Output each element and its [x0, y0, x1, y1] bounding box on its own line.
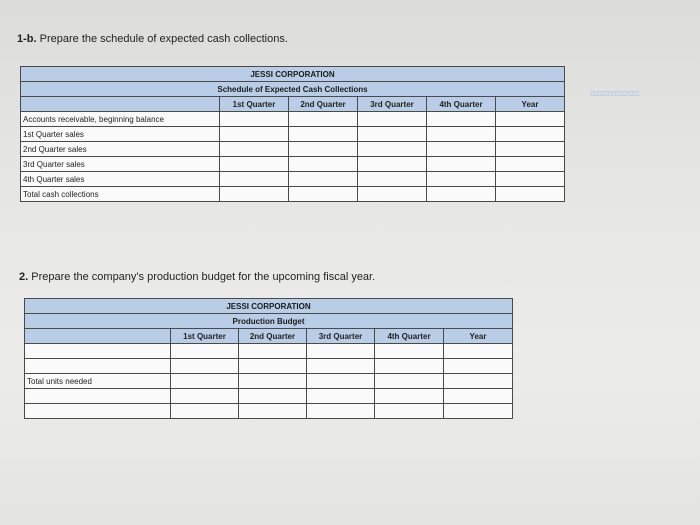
input-cell[interactable] [427, 187, 496, 202]
row-label: 2nd Quarter sales [21, 142, 220, 157]
company-name: JESSI CORPORATION [21, 67, 565, 82]
section1-heading [17, 33, 288, 45]
col-header-q4: 4th Quarter [375, 329, 444, 344]
cash-collections-table [20, 66, 565, 202]
input-cell[interactable] [239, 359, 307, 374]
margin-scribble: cccccccccccccc [590, 88, 639, 98]
input-cell[interactable] [220, 187, 289, 202]
input-cell[interactable] [289, 172, 358, 187]
input-cell[interactable] [496, 127, 565, 142]
input-cell[interactable] [220, 157, 289, 172]
header-corner [25, 329, 171, 344]
input-cell[interactable] [220, 172, 289, 187]
input-cell[interactable] [496, 172, 565, 187]
input-cell[interactable] [171, 374, 239, 389]
input-cell[interactable] [307, 389, 375, 404]
input-cell[interactable] [444, 404, 513, 419]
col-header-q1: 1st Quarter [171, 329, 239, 344]
header-corner [21, 97, 220, 112]
col-header-q1: 1st Quarter [220, 97, 289, 112]
input-cell[interactable] [289, 112, 358, 127]
section1-number: 1-b. [17, 33, 37, 45]
input-cell[interactable] [375, 344, 444, 359]
input-cell[interactable] [289, 127, 358, 142]
col-header-q4: 4th Quarter [427, 97, 496, 112]
input-cell[interactable] [289, 142, 358, 157]
input-cell[interactable] [171, 359, 239, 374]
row-label-input[interactable] [25, 344, 171, 359]
input-cell[interactable] [239, 404, 307, 419]
input-cell[interactable] [239, 389, 307, 404]
input-cell[interactable] [220, 112, 289, 127]
input-cell[interactable] [375, 389, 444, 404]
input-cell[interactable] [358, 187, 427, 202]
section1-instruction: Prepare the schedule of expected cash collections. [39, 33, 288, 45]
input-cell[interactable] [220, 142, 289, 157]
row-label: 4th Quarter sales [21, 172, 220, 187]
input-cell[interactable] [358, 112, 427, 127]
input-cell[interactable] [358, 127, 427, 142]
input-cell[interactable] [496, 157, 565, 172]
input-cell[interactable] [220, 127, 289, 142]
row-label-input[interactable] [25, 389, 171, 404]
row-label-input[interactable] [25, 404, 171, 419]
input-cell[interactable] [375, 404, 444, 419]
row-label: 1st Quarter sales [21, 127, 220, 142]
input-cell[interactable] [171, 389, 239, 404]
input-cell[interactable] [358, 172, 427, 187]
section2-number: 2. [19, 271, 29, 283]
col-header-q3: 3rd Quarter [307, 329, 375, 344]
input-cell[interactable] [427, 112, 496, 127]
input-cell[interactable] [289, 157, 358, 172]
input-cell[interactable] [289, 187, 358, 202]
input-cell[interactable] [444, 359, 513, 374]
input-cell[interactable] [444, 389, 513, 404]
input-cell[interactable] [375, 374, 444, 389]
input-cell[interactable] [496, 187, 565, 202]
input-cell[interactable] [358, 142, 427, 157]
input-cell[interactable] [307, 359, 375, 374]
input-cell[interactable] [444, 374, 513, 389]
input-cell[interactable] [375, 359, 444, 374]
section2-instruction: Prepare the company's production budget for the upcoming fiscal year. [31, 271, 376, 283]
budget-title: Production Budget [25, 314, 513, 329]
col-header-q2: 2nd Quarter [289, 97, 358, 112]
row-label-total: Total units needed [25, 374, 171, 389]
section2-heading [19, 271, 375, 283]
input-cell[interactable] [358, 157, 427, 172]
row-label: 3rd Quarter sales [21, 157, 220, 172]
input-cell[interactable] [307, 344, 375, 359]
col-header-q2: 2nd Quarter [239, 329, 307, 344]
input-cell[interactable] [496, 142, 565, 157]
company-name: JESSI CORPORATION [25, 299, 513, 314]
input-cell[interactable] [427, 157, 496, 172]
col-header-q3: 3rd Quarter [358, 97, 427, 112]
input-cell[interactable] [444, 344, 513, 359]
col-header-year: Year [444, 329, 513, 344]
input-cell[interactable] [239, 344, 307, 359]
input-cell[interactable] [427, 142, 496, 157]
input-cell[interactable] [307, 374, 375, 389]
schedule-title: Schedule of Expected Cash Collections [21, 82, 565, 97]
col-header-year: Year [496, 97, 565, 112]
input-cell[interactable] [427, 127, 496, 142]
input-cell[interactable] [171, 344, 239, 359]
production-budget-table [24, 298, 513, 419]
row-label-total: Total cash collections [21, 187, 220, 202]
input-cell[interactable] [239, 374, 307, 389]
input-cell[interactable] [427, 172, 496, 187]
row-label: Accounts receivable, beginning balance [21, 112, 220, 127]
input-cell[interactable] [307, 404, 375, 419]
row-label-input[interactable] [25, 359, 171, 374]
input-cell[interactable] [496, 112, 565, 127]
input-cell[interactable] [171, 404, 239, 419]
